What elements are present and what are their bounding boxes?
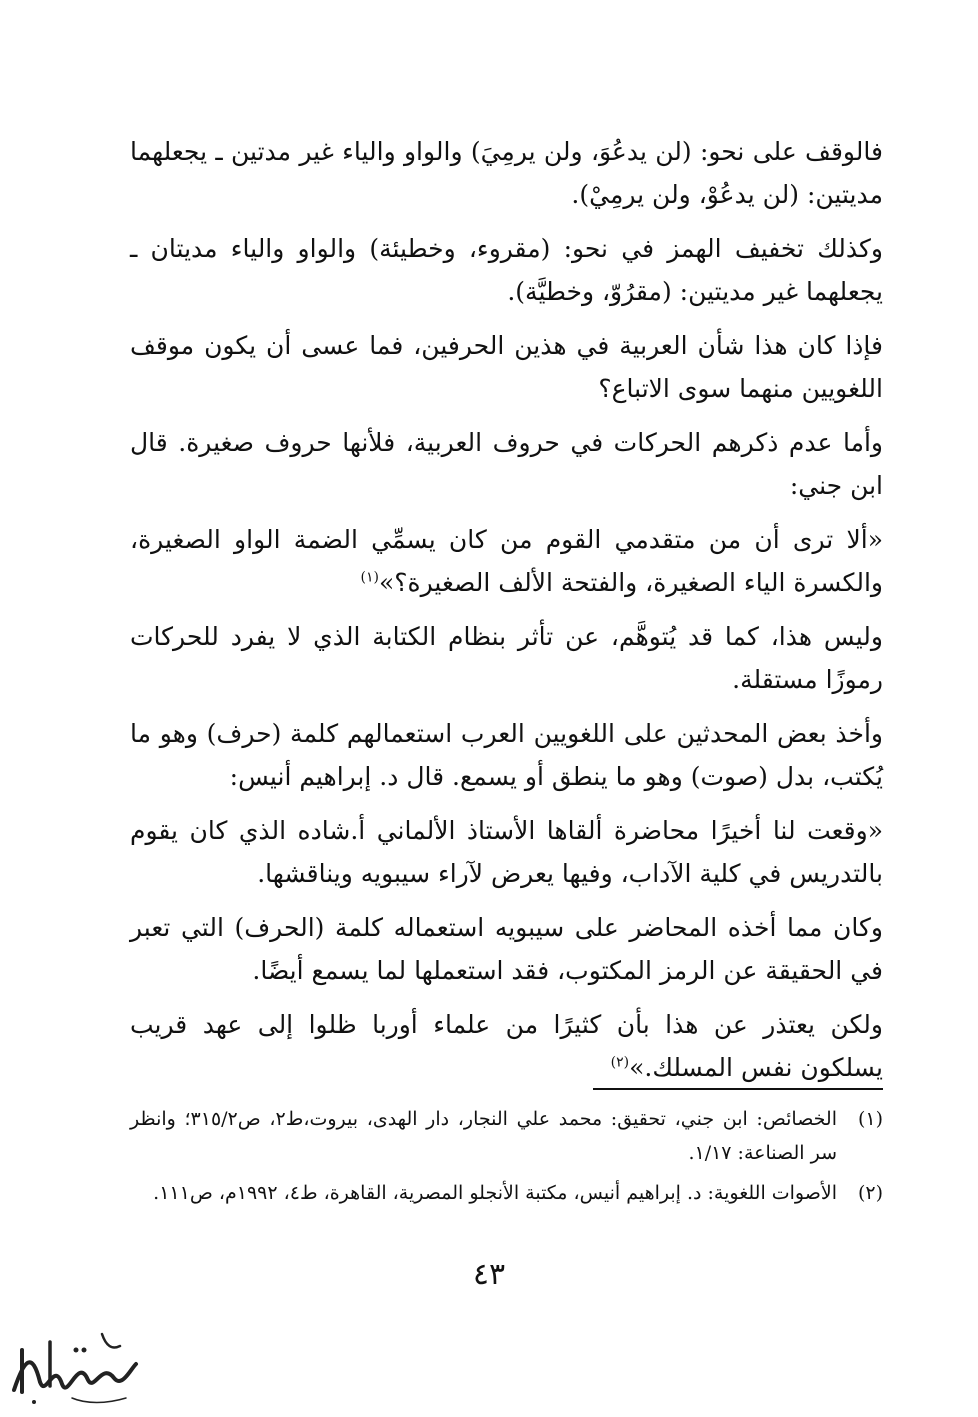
footnote-ref-2: (٢) — [610, 1054, 630, 1071]
paragraph-6: وليس هذا، كما قد يُتوهَّم، عن تأثر بنظام الكتابة الذي لا يفرد للحركات رموزًا مستقلة. — [130, 622, 883, 694]
paragraph-8-quote: «وقعت لنا أخيرًا محاضرة ألقاها الأستاذ الألماني أ.شاده الذي كان يقوم بالتدريس في كلية الآداب، وفيها يعرض لآراء سيبويه ويناقشها. — [130, 816, 883, 888]
page-body — [130, 130, 883, 1100]
paragraph-10-quote — [130, 1003, 883, 1089]
footnote-text: الأصوات اللغوية: د. إبراهيم أنيس، مكتبة الأنجلو المصرية، القاهرة، ط٤، ١٩٩٢م، ص١١١. — [153, 1182, 837, 1204]
paragraph-5-quote — [130, 518, 883, 604]
footnotes — [130, 1102, 883, 1216]
calligraphic-seal-icon — [2, 1320, 142, 1410]
footnote-number: (١) — [857, 1108, 883, 1130]
footnote-1 — [130, 1102, 883, 1170]
footnote-number: (٢) — [857, 1182, 883, 1204]
footnote-text: الخصائص: ابن جني، تحقيق: محمد علي النجار، دار الهدى، بيروت،ط٢، ص٣١٥/٢؛ وانظر سر الصناعة: ١/١٧. — [130, 1108, 837, 1164]
paragraph-5-text: «ألا ترى أن من متقدمي القوم من كان يسمِّي الضمة الواو الصغيرة، والكسرة الياء الصغيرة، والفتحة الألف الصغيرة؟» — [130, 525, 883, 597]
paragraph-7: وأخذ بعض المحدثين على اللغويين العرب استعمالهم كلمة (حرف) وهو ما يُكتب، بدل (صوت) وهو ما ينطق أو يسمع. قال د. إبراهيم أنيس: — [130, 719, 883, 791]
paragraph-9-quote: وكان مما أخذه المحاضر على سيبويه استعماله كلمة (الحرف) التي تعبر في الحقيقة عن الرمز المكتوب، فقد استعملها لما يسمع أيضًا. — [130, 913, 883, 985]
paragraph-2: وكذلك تخفيف الهمز في نحو: (مقروء، وخطيئة) والواو والياء مديتان ـ يجعلهما غير مديتين: (مقرُوّ، وخطيَّة). — [130, 234, 883, 306]
paragraph-3: فإذا كان هذا شأن العربية في هذين الحرفين، فما عسى أن يكون موقف اللغويين منهما سوى الاتباع؟ — [130, 331, 883, 403]
footnote-ref-1: (١) — [360, 569, 379, 586]
footnote-2 — [130, 1176, 883, 1210]
footnote-divider — [593, 1088, 883, 1090]
page-number: ٤٣ — [472, 1257, 506, 1292]
paragraph-10-text: ولكن يعتذر عن هذا بأن كثيرًا من علماء أوربا ظلوا إلى عهد قريب يسلكون نفس المسلك.» — [130, 1010, 883, 1082]
paragraph-1: فالوقف على نحو: (لن يدعُوَ، ولن يرمِيَ) والواو والياء غير مدتين ـ يجعلهما مديتين: (لن يدعُوْ، ولن يرمِيْ). — [130, 137, 883, 209]
paragraph-4: وأما عدم ذكرهم الحركات في حروف العربية، فلأنها حروف صغيرة. قال ابن جني: — [130, 428, 883, 500]
